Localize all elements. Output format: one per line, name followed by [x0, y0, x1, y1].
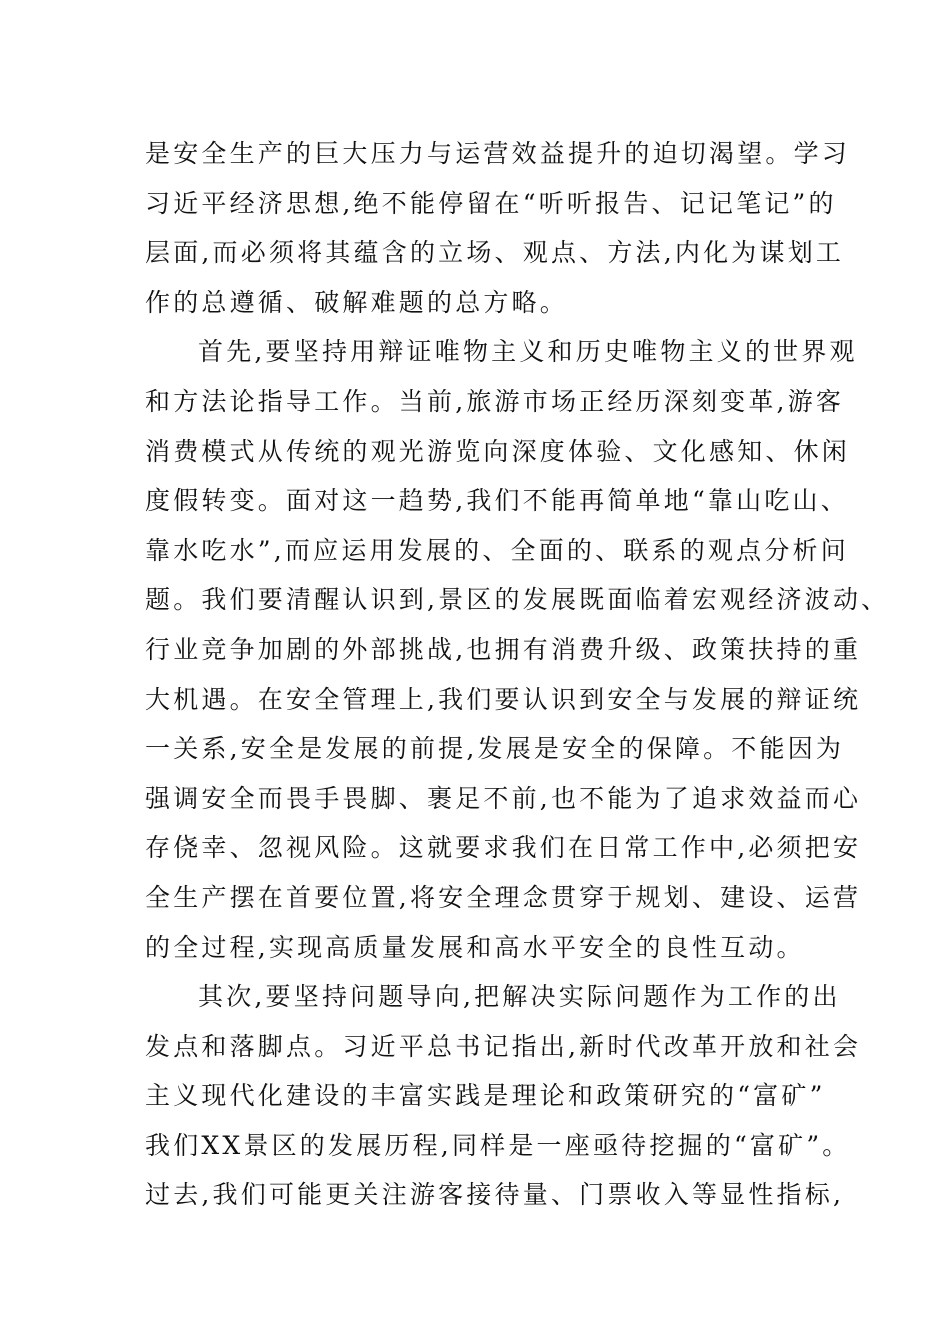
text-line: 大机遇。在安全管理上,我们要认识到安全与发展的辩证统 [145, 684, 862, 714]
body-text [145, 129, 890, 1220]
text-line: 度假转变。面对这一趋势,我们不能再简单地“靠山吃山、 [145, 486, 849, 516]
paragraph-first-line: 首先,要坚持用辩证唯物主义和历史唯物主义的世界观 [198, 337, 858, 367]
text-line: 一关系,安全是发展的前提,发展是安全的保障。不能因为 [145, 734, 845, 764]
text-line: 强调安全而畏手畏脚、裹足不前,也不能为了追求效益而心 [145, 783, 862, 813]
text-line: 的全过程,实现高质量发展和高水平安全的良性互动。 [145, 932, 805, 962]
text-line: 层面,而必须将其蕴含的立场、观点、方法,内化为谋划工 [145, 238, 845, 268]
text-line: 和方法论指导工作。当前,旅游市场正经历深刻变革,游客 [145, 386, 845, 416]
text-line: 发点和落脚点。习近平总书记指出,新时代改革开放和社会 [145, 1031, 862, 1061]
text-line: 全生产摆在首要位置,将安全理念贯穿于规划、建设、运营 [145, 882, 862, 912]
text-line: 主义现代化建设的丰富实践是理论和政策研究的“富矿” [145, 1081, 826, 1111]
paragraph-first-line: 其次,要坚持问题导向,把解决实际问题作为工作的出 [198, 982, 841, 1012]
text-line: 过去,我们可能更关注游客接待量、门票收入等显性指标, [145, 1180, 845, 1210]
text-line: 消费模式从传统的观光游览向深度体验、文化感知、休闲 [145, 436, 851, 466]
text-line: 靠水吃水”,而应运用发展的、全面的、联系的观点分析问 [145, 535, 849, 565]
text-line: 我们XX景区的发展历程,同样是一座亟待挖掘的“富矿”。 [145, 1130, 851, 1160]
text-line: 习近平经济思想,绝不能停留在“听听报告、记记笔记”的 [145, 188, 837, 218]
text-line: 作的总遵循、破解难题的总方略。 [145, 287, 569, 317]
text-line: 是安全生产的巨大压力与运营效益提升的迫切渴望。学习 [145, 139, 851, 168]
text-line: 存侥幸、忽视风险。这就要求我们在日常工作中,必须把安 [145, 833, 862, 863]
text-line: 题。我们要清醒认识到,景区的发展既面临着宏观经济波动、 [145, 585, 890, 615]
text-line: 行业竞争加剧的外部挑战,也拥有消费升级、政策扶持的重 [145, 634, 862, 664]
